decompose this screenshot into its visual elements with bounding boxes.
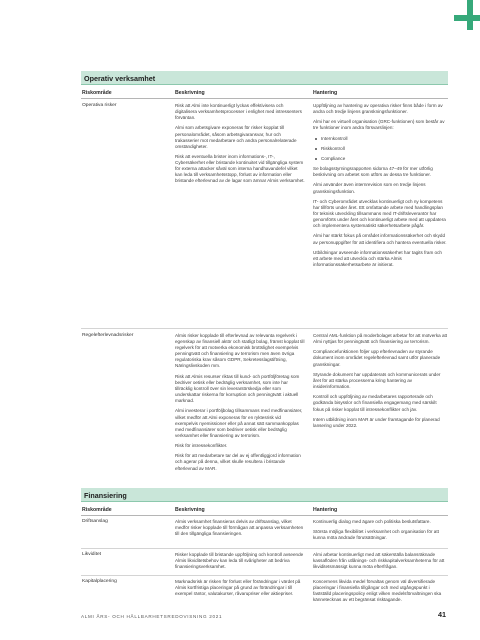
- row-label-kapitalplacering: Kapitalplacering: [82, 579, 117, 584]
- operativa-risker-description: [175, 103, 305, 189]
- regelefterlevnad-handling: [313, 333, 448, 433]
- row-divider: [81, 328, 448, 329]
- header-divider: [81, 515, 448, 516]
- description-paragraph: Almis verksamhet finansieras delvis av driftsanslag, vilket medför risker kopplade till förmågan att anpassa verksamheten till den tillgängliga finansieringen.: [175, 519, 304, 537]
- description-paragraph: Risker kopplade till bristande uppföljning och kontroll avseende Almis likviditetsbehov kan leda till svårigheter att bedriva finansieringsverksamhet.: [175, 552, 304, 570]
- handling-paragraph: IT- och Cyberområdet utvecklas kontinuerligt och ny kompetens har tillförts under året. Ett omfattande arbete med handlingsplan för teknisk utveckling tillsammans med IT-driftsleverantör har genomförts under året och kontinuerligt arbete med att uppdatera och implementera systematiskt säkerhetsarbete pågår.: [313, 198, 446, 229]
- handling-paragraph: Se bolagsstyrningsrapporten sidorna 47–49 för mer utförlig beskrivning om arbetet som utförs av dessa tre funktioner.: [313, 166, 433, 178]
- list-item: Internkontroll: [313, 136, 448, 142]
- handling-paragraph: Compliancefunktionen följer upp efterlevnaden av styrande dokument inom området regelefterlevnad samt utför planerade granskningar.: [313, 349, 441, 367]
- description-paragraph: Almi som arbetsgivare exponeras för risker kopplat till personalområdet, såsom arbetsgivaransvar, hur och trakasserier mot medarbetare och andra personalrelaterade omständigheter.: [175, 125, 297, 149]
- handling-paragraph: Almi arbetar kontinuerligt med att säkerställa balansräknade kassaflöden från utlånings- och riskkapitalverksamheterna för att likviditetsmässigt kunna möta efterfrågan.: [313, 552, 445, 570]
- description-paragraph: Risk att Almi inte kontinuerligt lyckas effektivisera och digitalisera verksamhetsprocesser i enlighet med intressenters förväntan.: [175, 103, 302, 121]
- header-divider: [81, 98, 448, 99]
- regelefterlevnad-description: [175, 333, 305, 476]
- handling-paragraph: Koncernens likvida medel förvaltas genom väl diversifierade placeringar i finansiella tillgångar och med utgångspunkt i fastställd placeringspolicy enligt vilken medelsförvaltningen ska kännetecknas av ett begränsat risktagande.: [313, 579, 442, 603]
- kapitalplacering-description: [175, 579, 305, 601]
- handling-paragraph: Största möjliga flexibilitet i verksamhet och organisation för att kunna möta ändrade förutsättningar.: [313, 529, 439, 541]
- list-item: Compliance: [313, 156, 448, 162]
- handling-paragraph: Kontroll och uppföljning av medarbetares rapporterade och godkända bisysslor och finansiella engagemang med särskilt fokus på risker kopplat till intressekonflikter och jäv.: [313, 394, 437, 412]
- driftsanslag-description: [175, 519, 305, 541]
- row-label-operativa-risker: Operativa risker: [82, 103, 117, 108]
- section-title-finansiering: Finansiering: [81, 488, 448, 502]
- handling-paragraph: Almi har stärkt fokus på området informationssäkerhet och skydd av personuppgifter för att identifiera och hantera eventuella risker.: [313, 233, 447, 245]
- handling-paragraph: Kontinuerlig dialog med ägare och politiska beslutsfattare.: [313, 519, 431, 524]
- footer-report-title: ALMI ÅRS- OCH HÅLLBARHETSREDOVISNING 2021: [81, 614, 223, 619]
- row-label-driftsanslag: Driftsanslag: [82, 519, 108, 524]
- col-header-riskomrade: Riskområde: [82, 90, 112, 96]
- col-header-hantering: Hantering: [313, 507, 338, 513]
- page-number: 41: [438, 610, 446, 619]
- likviditet-handling: [313, 552, 448, 574]
- row-label-regelefterlevnadsrisker: Regelefterlevnadsrisker: [82, 333, 134, 338]
- description-paragraph: Almi investerar i portföljbolag tillsammans med medfinansiärer, vilket medför att Almi exponeras för en ryktesrisk vid exempelvis nyemissioner eller på annat sätt sammankopplas med medfinansiärer som bedriver oetisk eller bedräglig verksamhet eller finansiering av terrorism.: [175, 408, 303, 438]
- kapitalplacering-handling: [313, 579, 448, 608]
- defense-line-list: [313, 136, 448, 162]
- col-header-beskrivning: Beskrivning: [175, 507, 205, 513]
- handling-paragraph: Uppföljning av hantering av operativa risker finns både i form av andra och tredje linjens granskningsfunktioner.: [313, 103, 443, 115]
- handling-paragraph: Almi har en virtuell organisation (GRC-funktionen) som består av tre funktioner inom andra försvarslinjen:: [313, 119, 445, 131]
- driftsanslag-handling: [313, 519, 448, 546]
- handling-paragraph: Central AML-funktion på moderbolaget arbetar för att motverka att Almi nyttjas för penningtvätt och finansiering av terrorism.: [313, 333, 448, 345]
- col-header-beskrivning: Beskrivning: [175, 90, 205, 96]
- description-paragraph: Risk att eventuella brister inom informations-, IT-, Cybersäkerhet eller bristande kontinuitet vid tillgängliga system för externa attacker såväl som interna handhavandefel vilket kan leda till verksamhetsstopp, förlust av information eller bristande efterlevnad av de lagar som ämnar Almis verksamhet.: [175, 154, 305, 184]
- description-paragraph: Marknadsrisk är risken för förlust eller förändringar i värdet på Almis kortfristiga placeringar på grund av förändringar i till exempel räntor, valutakurser, råvarupriser eller aktiepriser.: [175, 579, 301, 597]
- row-label-likviditet: Likviditet: [82, 552, 102, 557]
- col-header-hantering: Hantering: [313, 90, 338, 96]
- handling-paragraph: Styrande dokument har uppdaterats och kommunicerats under året för att stärka processerna kring hantering av insiderinformation.: [313, 371, 441, 390]
- handling-paragraph: Almi använder även internrevision som en tredje linjens granskningsfunktion.: [313, 182, 426, 194]
- row-divider: [81, 548, 448, 549]
- section-title-operativ: Operativ verksamhet: [81, 71, 448, 85]
- description-paragraph: Risk för att medarbetare tar del av ej offentliggjord information och agerar på denna, vilket skulle resultera i bristande efterlevnad av MAR.: [175, 453, 301, 471]
- corner-plus-mark: [450, 0, 480, 30]
- list-item: Riskkontroll: [313, 146, 448, 152]
- likviditet-description: [175, 552, 305, 574]
- col-header-riskomrade: Riskområde: [82, 507, 112, 513]
- handling-paragraph: Utbildningar avseende informationssäkerhet har tagits fram och ett arbete med att utveckla och stärka Almis informationssäkerhetsarbete är initierat.: [313, 249, 442, 267]
- handling-paragraph: Intern utbildning inom MAR är under framtagande för planerad lansering under 2022.: [313, 416, 440, 428]
- row-divider: [81, 575, 448, 576]
- description-paragraph: Risk att Almis resurser riktas till kund- och portföljföretag som bedriver oetisk eller bedräglig verksamhet, som inte har tillräcklig kontroll över sin leverantörskedja eller som underskattar riskerna för korruption och penningtvätt i aktuell marknad.: [175, 373, 300, 404]
- operativa-risker-handling: [313, 103, 448, 272]
- description-paragraph: Almis risker kopplade till efterlevnad av relevanta regelverk i egenskap av finansiell aktör och statligt bolag, främst kopplat till regelverk för att motverka ekonomisk brottslighet exempelvis penningtvätt och finansiering av terrorism men även övriga regulatoriska krav såsom GDPR, Sekretesslagstiftning, Näringslivskoden mm.: [175, 333, 305, 369]
- description-paragraph: Risk för intressekonflikter.: [175, 443, 228, 449]
